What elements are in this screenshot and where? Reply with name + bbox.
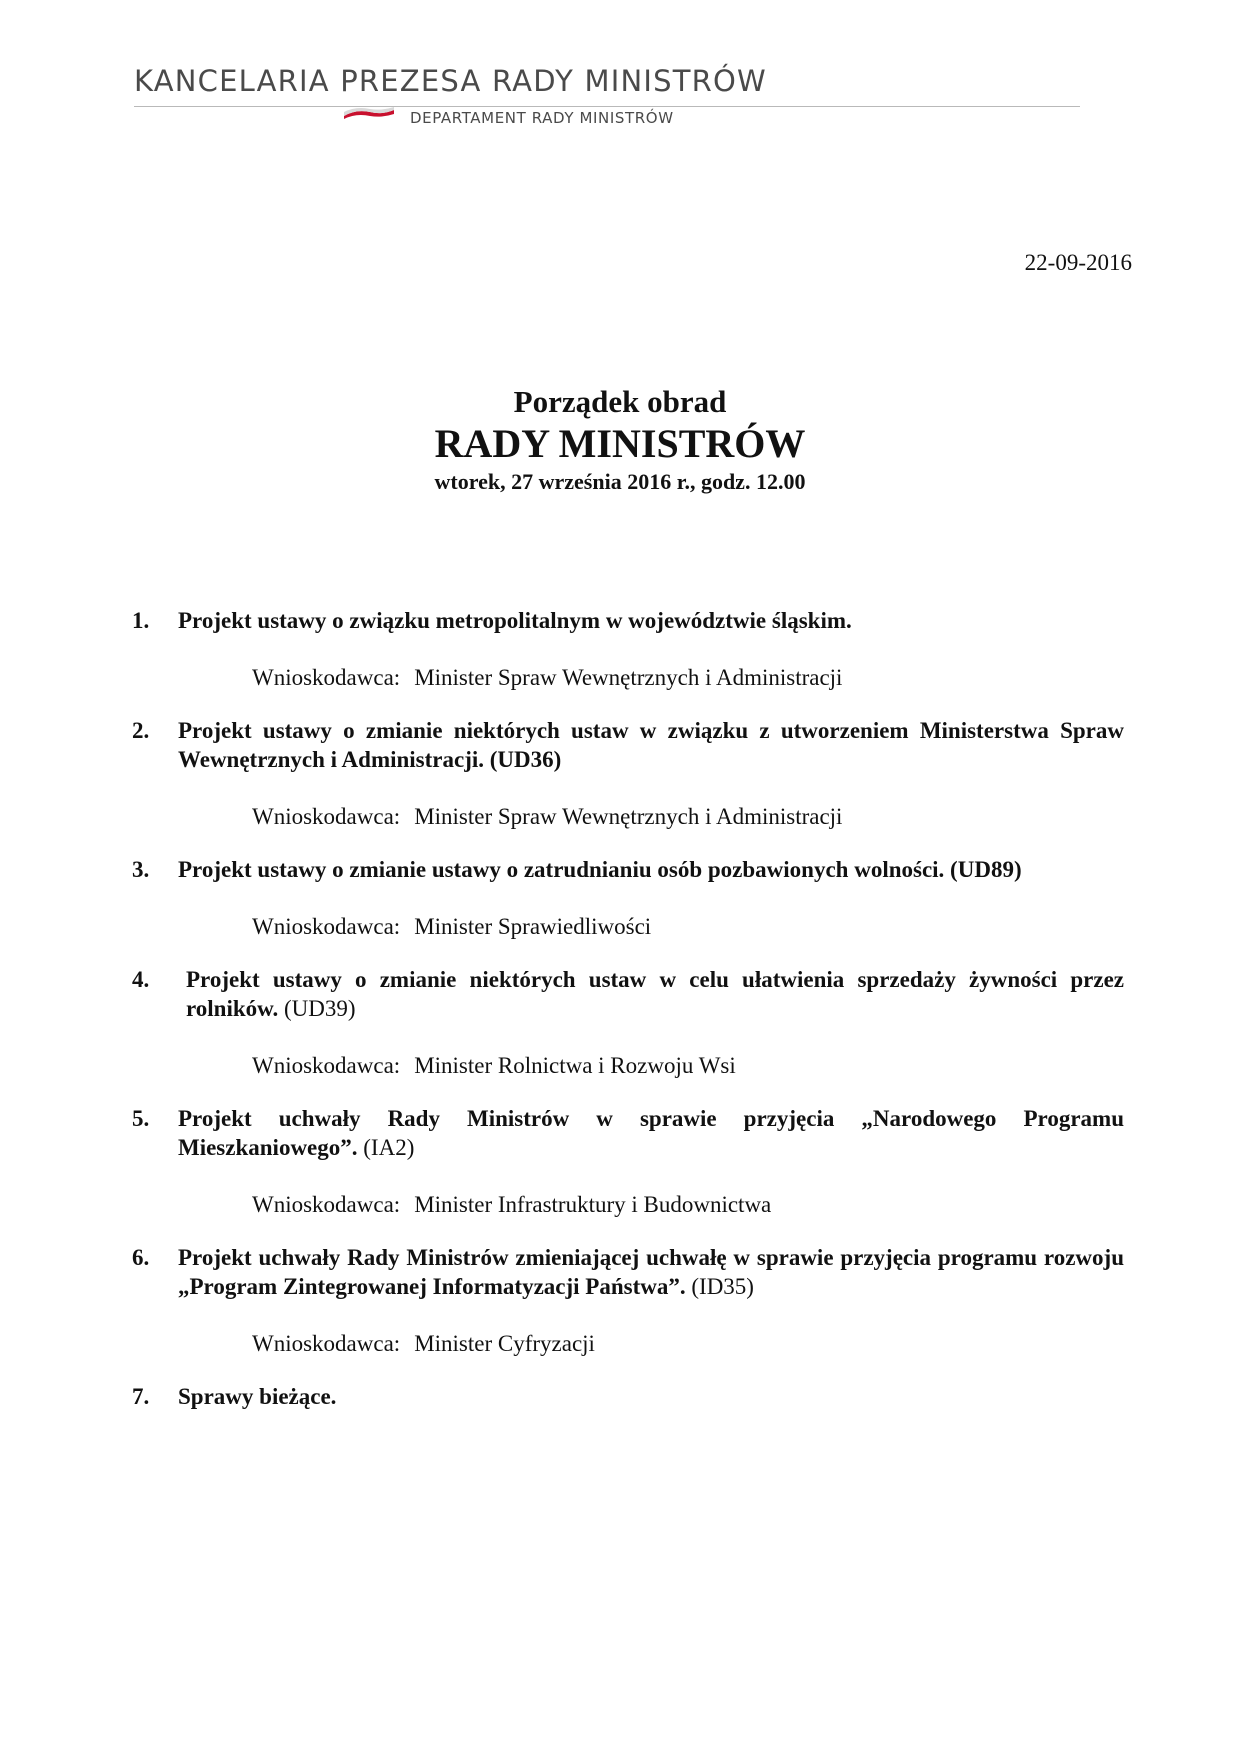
proposer-label: Wnioskodawca: xyxy=(252,1053,401,1078)
agenda-item-number: 4. xyxy=(132,967,150,992)
proposer-name: Minister Infrastruktury i Budownictwa xyxy=(414,1192,772,1217)
agenda-item-proposer xyxy=(252,1190,1124,1219)
agenda-item-title xyxy=(178,855,1124,884)
proposer-label: Wnioskodawca: xyxy=(252,1192,401,1217)
agenda-item-title-bold: Projekt ustawy o zmianie niektórych ustaw w związku z utworzeniem Ministerstwa Spraw Wewnętrznych i Administracji. (UD36) xyxy=(178,718,1124,772)
letterhead-subtitle: DEPARTAMENT RADY MINISTRÓW xyxy=(410,109,674,127)
agenda-item-title xyxy=(178,1104,1124,1162)
letterhead-rule xyxy=(134,106,1080,107)
proposer-name: Minister Rolnictwa i Rozwoju Wsi xyxy=(414,1053,736,1078)
agenda-list xyxy=(132,606,1124,1435)
agenda-item-number: 7. xyxy=(132,1384,150,1409)
agenda-item-title-code: (UD39) xyxy=(278,996,356,1021)
agenda-item-title-bold: Projekt ustawy o zmianie niektórych ustaw w celu ułatwienia sprzedaży żywności przez rolników. xyxy=(186,967,1124,1021)
agenda-item-number: 2. xyxy=(132,718,150,743)
agenda-item-title xyxy=(178,606,1124,635)
proposer-label: Wnioskodawca: xyxy=(252,804,401,829)
agenda-item xyxy=(132,1104,1124,1219)
agenda-item-title xyxy=(178,716,1124,774)
heading-line-2: RADY MINISTRÓW xyxy=(434,421,806,466)
agenda-item-proposer xyxy=(252,1051,1124,1080)
agenda-item-proposer xyxy=(252,1329,1124,1358)
agenda-item xyxy=(132,1382,1124,1411)
agenda-item-number: 6. xyxy=(132,1245,150,1270)
heading-line-1: Porządek obrad xyxy=(513,384,727,419)
agenda-item xyxy=(132,606,1124,692)
agenda-item-title-bold: Projekt ustawy o związku metropolitalnym w województwie śląskim. xyxy=(178,608,852,633)
agenda-item-proposer xyxy=(252,663,1124,692)
agenda-item xyxy=(132,855,1124,941)
agenda-item-title-bold: Projekt uchwały Rady Ministrów zmieniającej uchwałę w sprawie przyjęcia programu rozwoju „Program Zintegrowanej Informatyzacji Państwa”. xyxy=(178,1245,1124,1299)
agenda-item-title xyxy=(178,1382,1124,1411)
agenda-item-number: 1. xyxy=(132,608,150,633)
agenda-item-proposer xyxy=(252,802,1124,831)
proposer-label: Wnioskodawca: xyxy=(252,665,401,690)
agenda-item-title-code: (ID35) xyxy=(685,1274,754,1299)
agenda-item-title-bold: Projekt ustawy o zmianie ustawy o zatrudnianiu osób pozbawionych wolności. (UD89) xyxy=(178,857,1022,882)
agenda-item xyxy=(132,716,1124,831)
agenda-item-title-bold: Sprawy bieżące. xyxy=(178,1384,337,1409)
agenda-item-proposer xyxy=(252,912,1124,941)
proposer-name: Minister Cyfryzacji xyxy=(414,1331,595,1356)
proposer-label: Wnioskodawca: xyxy=(252,914,401,939)
agenda-item-number: 3. xyxy=(132,857,150,882)
agenda-item xyxy=(132,965,1124,1080)
agenda-item-number: 5. xyxy=(132,1106,150,1131)
agenda-item-title xyxy=(178,1243,1124,1301)
flag-logo-icon xyxy=(342,107,396,121)
document-heading xyxy=(0,383,1240,497)
proposer-name: Minister Spraw Wewnętrznych i Administracji xyxy=(414,665,843,690)
letterhead xyxy=(134,64,1080,127)
agenda-item-title xyxy=(186,965,1124,1023)
document-date: 22-09-2016 xyxy=(1024,250,1132,275)
agenda-item-title-code: (IA2) xyxy=(357,1135,415,1160)
letterhead-title: KANCELARIA PREZESA RADY MINISTRÓW xyxy=(134,64,767,98)
proposer-name: Minister Spraw Wewnętrznych i Administracji xyxy=(414,804,843,829)
proposer-name: Minister Sprawiedliwości xyxy=(414,914,652,939)
proposer-label: Wnioskodawca: xyxy=(252,1331,401,1356)
heading-line-3: wtorek, 27 września 2016 r., godz. 12.00 xyxy=(434,469,806,494)
agenda-item-title-bold: Projekt uchwały Rady Ministrów w sprawie przyjęcia „Narodowego Programu Mieszkaniowego”. xyxy=(178,1106,1124,1160)
agenda-item xyxy=(132,1243,1124,1358)
